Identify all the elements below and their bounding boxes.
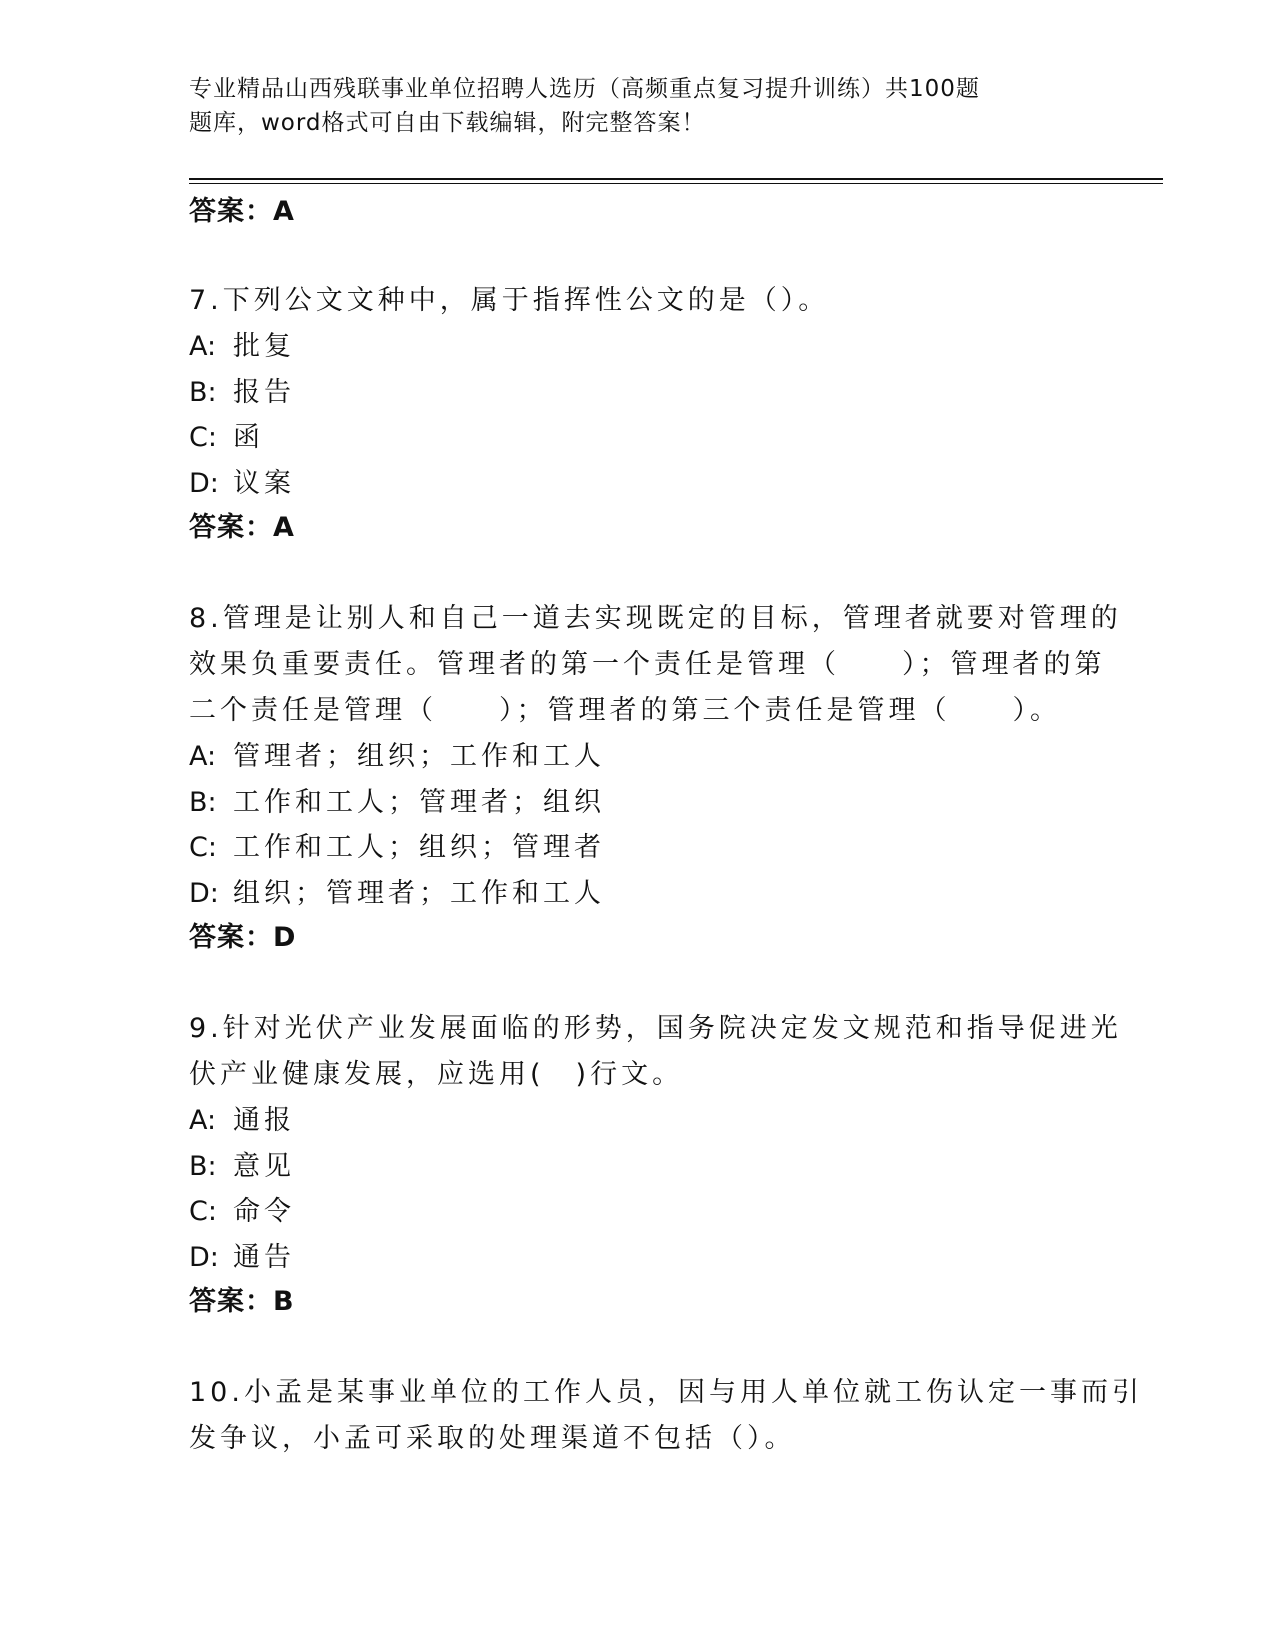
option-a	[189, 1098, 1089, 1144]
header-line-2: 题库，word格式可自由下载编辑，附完整答案！	[189, 110, 706, 136]
question-line: 7.下列公文文种中，属于指挥性公文的是（）。	[189, 285, 830, 316]
option-letter: C:	[189, 832, 217, 863]
option-text: 函	[233, 422, 264, 453]
question-text	[189, 278, 1089, 324]
option-text: 意见	[233, 1150, 295, 1182]
question-line: 伏产业健康发展，应选用( )行文。	[189, 1059, 684, 1090]
option-text: 通报	[233, 1105, 295, 1136]
header-rule-thick	[189, 178, 1163, 180]
option-letter: B:	[189, 376, 217, 408]
option-letter: D:	[189, 877, 219, 909]
option-text: 工作和工人；管理者；组织	[233, 786, 605, 818]
option-letter: A:	[189, 741, 217, 772]
question-text	[189, 1370, 1143, 1462]
option-a	[189, 324, 1089, 370]
option-b	[189, 780, 1089, 826]
option-c	[189, 415, 1089, 461]
option-c	[189, 1189, 1089, 1235]
option-text: 组织；管理者；工作和工人	[233, 877, 605, 909]
document-header	[189, 72, 1049, 140]
option-letter: C:	[189, 1196, 217, 1227]
option-text: 通告	[233, 1241, 295, 1273]
option-a	[189, 734, 1089, 780]
question-text	[189, 1006, 1122, 1098]
option-b	[189, 1144, 1089, 1190]
option-b	[189, 370, 1089, 416]
option-letter: B:	[189, 1150, 217, 1182]
question-8	[189, 596, 1122, 960]
option-d	[189, 461, 1089, 507]
question-line: 效果负重要责任。管理者的第一个责任是管理（ ）；管理者的第	[189, 649, 1106, 680]
question-list	[189, 190, 1143, 1462]
option-letter: B:	[189, 786, 217, 818]
option-d	[189, 1235, 1089, 1281]
question-9	[189, 1006, 1122, 1324]
header-line-1: 专业精品山西残联事业单位招聘人选历（高频重点复习提升训练）共100题	[189, 76, 980, 102]
question-line: 二个责任是管理（ ）；管理者的第三个责任是管理（ ）。	[189, 695, 1061, 726]
option-text: 议案	[233, 467, 295, 499]
question-text	[189, 596, 1122, 734]
answer: 答案：A	[189, 512, 295, 543]
question-line: 8.管理是让别人和自己一道去实现既定的目标，管理者就要对管理的	[189, 603, 1122, 634]
option-d	[189, 871, 1089, 917]
option-text: 命令	[233, 1196, 295, 1227]
option-text: 管理者；组织；工作和工人	[233, 741, 605, 772]
question-line: 9.针对光伏产业发展面临的形势，国务院决定发文规范和指导促进光	[189, 1013, 1122, 1044]
answer: 答案：D	[189, 922, 297, 953]
question-line: 10.小孟是某事业单位的工作人员，因与用人单位就工伤认定一事而引	[189, 1377, 1143, 1408]
option-text: 工作和工人；组织；管理者	[233, 832, 605, 863]
question-10	[189, 1370, 1143, 1462]
option-text: 报告	[233, 376, 295, 408]
header-rule-thin	[189, 183, 1163, 184]
question-line: 发争议，小孟可采取的处理渠道不包括（）。	[189, 1423, 796, 1454]
option-letter: D:	[189, 1241, 219, 1273]
answer: 答案：B	[189, 1286, 295, 1317]
option-text: 批复	[233, 331, 295, 362]
option-c	[189, 825, 1089, 871]
answer-previous: 答案：A	[189, 196, 295, 227]
option-letter: C:	[189, 422, 217, 453]
option-letter: A:	[189, 331, 217, 362]
option-letter: A:	[189, 1105, 217, 1136]
option-letter: D:	[189, 467, 219, 499]
question-7	[189, 278, 1089, 550]
